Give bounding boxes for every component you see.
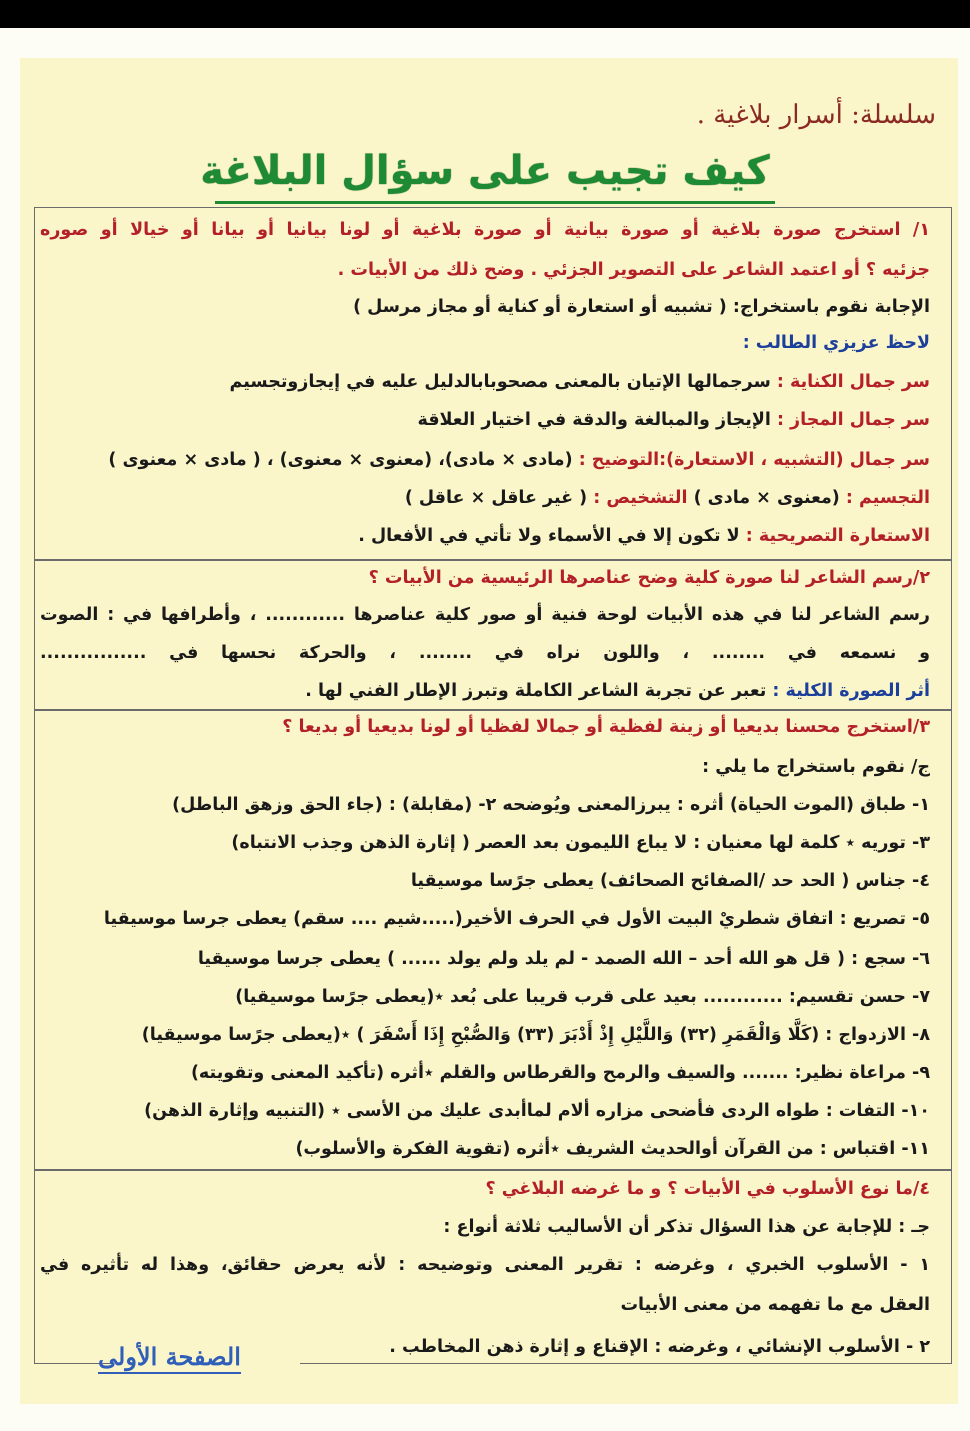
s1-majaz — [417, 405, 930, 435]
s1-tashkhis-text: ( غير عاقل × عاقل ) — [404, 488, 588, 508]
page-title: كيف تجيب على سؤال البلاغة — [200, 148, 770, 194]
s1-kinaya — [230, 367, 930, 397]
s2-effect-label: أثر الصورة الكلية : — [772, 681, 930, 701]
s1-majaz-text: الإيجاز والمبالغة والدقة في اختيار العلاقة — [417, 410, 771, 430]
s3-item-5: ٥- تصريع : اتفاق شطريْ البيت الأول في الحرف الأخير(.....شيم .... سقم) يعطى جرسا موسيقيا — [103, 909, 930, 929]
s1-tashbih-label: سر جمال (التشبيه ، الاستعارة):التوضيح : — [578, 450, 930, 470]
s1-tasrihiya — [358, 521, 930, 551]
s1-kinaya-label: سر جمال الكناية : — [776, 372, 930, 392]
s4-style-1-line-2: العقل مع ما تفهمه من معنى الأبيات — [620, 1295, 930, 1315]
s1-tashbih-text: (مادى × مادى)، (معنوى × معنوى) ، ( مادى × معنوى ) — [108, 450, 573, 470]
s3-item-3: ٣- توريه ٭ كلمة لها معنيان : لا يباع الليمون بعد العصر ( إثارة الذهن وجذب الانتباه) — [231, 833, 930, 853]
s3-item-11: ١١- اقتباس : من القرآن أوالحديث الشريف ٭أثره (تقوية الفكرة والأسلوب) — [295, 1139, 930, 1159]
s3-item-10: ١٠- التفات : طواه الردى فأضحى مزاره ألام لماأبدى عليك من الأسى ٭ (التنبيه وإثارة الذهن) — [144, 1101, 930, 1121]
page-number-label: الصفحة الأولى — [98, 1342, 241, 1374]
series-label: سلسلة: أسرار بلاغية . — [696, 100, 936, 130]
s1-tasrihiya-text: لا تكون إلا في الأسماء ولا تأتي في الأفعال . — [358, 526, 740, 546]
s3-intro: ج/ نقوم باستخراج ما يلي : — [702, 757, 930, 777]
s1-tashbih — [108, 445, 930, 475]
s1-note: لاحظ عزيزي الطالب : — [742, 333, 930, 353]
s2-line-1: رسم الشاعر لنا في هذه الأبيات لوحة فنية أو صور كلية عناصرها ............ ، وأطرافها في : الصوت — [40, 605, 930, 625]
s3-item-9: ٩- مراعاة نظير: ....... والسيف والرمح والقرطاس والقلم ٭أثره (تأكيد المعنى وتقويته) — [190, 1063, 930, 1083]
s1-tajsim — [405, 483, 930, 513]
s3-question: ٣/استخرج محسنا بديعيا أو زينة لفظية أو جمالا لفظيا أو لونا بديعيا أو بديعا ؟ — [282, 717, 930, 737]
s1-kinaya-text: سرجمالها الإتيان بالمعنى مصحوبابالدليل عليه في إيجازوتجسيم — [229, 372, 771, 392]
s3-item-1: ١- طباق (الموت الحياة) أثره : يبرزالمعنى ويُوضحه ٢- (مقابلة) : (جاء الحق وزهق الباطل) — [172, 795, 930, 815]
s2-effect-text: تعبر عن تجربة الشاعر الكاملة وتبرز الإطار الفني لها . — [305, 681, 767, 701]
s2-effect — [305, 676, 930, 706]
s1-majaz-label: سر جمال المجاز : — [776, 410, 930, 430]
s2-question: ٢/رسم الشاعر لنا صورة كلية وضح عناصرها الرئيسية من الأبيات ؟ — [368, 568, 930, 588]
bottom-rule-right — [300, 1363, 952, 1364]
s3-item-7: ٧- حسن تقسيم: ............ بعيد على قرب قريبا على بُعد ٭(يعطى جرًسا موسيقيا) — [235, 987, 930, 1007]
s4-intro: جـ : للإجابة عن هذا السؤال تذكر أن الأساليب ثلاثة أنواع : — [443, 1217, 930, 1237]
s1-tajsim-text: (معنوى × مادى ) — [693, 488, 840, 508]
s1-answer-text: ( تشبيه أو استعارة أو كناية أو مجاز مرسل ) — [353, 297, 727, 317]
s4-question: ٤/ما نوع الأسلوب في الأبيات ؟ و ما غرضه البلاغي ؟ — [485, 1179, 930, 1199]
s1-question-line-2: جزئيه ؟ أو اعتمد الشاعر على التصوير الجزئي . وضح ذلك من الأبيات . — [337, 260, 930, 280]
s1-answer — [353, 292, 930, 322]
title-underline — [215, 201, 775, 204]
s3-item-6: ٦- سجع : ( قل هو الله أحد – الله الصمد - لم يلد ولم يولد ...... ) يعطى جرسا موسيقيا — [197, 949, 930, 969]
s1-answer-label: الإجابة نقوم باستخراج: — [732, 297, 930, 317]
s3-item-8: ٨- الازدواج : (كَلَّا وَالْقَمَرِ (٣٢) وَاللَّيْلِ إِذْ أَدْبَرَ (٣٣) وَالصُّبْحِ إِذَا أَسْفَرَ ) ٭(يعطى جرًسا موسيقيا) — [141, 1025, 930, 1045]
s1-tashkhis-label: التشخيص : — [593, 488, 688, 508]
s1-tajsim-label: التجسيم : — [845, 488, 930, 508]
s3-item-4: ٤- جناس ( الحد حد /الصفائح الصحائف) يعطى جرًسا موسيقيا — [410, 871, 930, 891]
s4-style-2: ٢ - الأسلوب الإنشائي ، وغرضه : الإقناع و إثارة ذهن المخاطب . — [389, 1337, 930, 1357]
s2-line-2: و نسمعه في ........ ، واللون نراه في ........ ، والحركة نحسها في ................ — [40, 643, 930, 663]
s4-style-1-line-1: ١ - الأسلوب الخبري ، وغرضه : تقرير المعنى وتوضيحه : لأنه يعرض حقائق، وهذا له تأثيره في — [40, 1255, 930, 1275]
s1-tasrihiya-label: الاستعارة التصريحية : — [745, 526, 930, 546]
s1-question-line-1: ١/ استخرج صورة بلاغية أو صورة بيانية أو صورة بلاغية أو لونا بيانيا أو بيانا أو خيالا أو صوره — [40, 220, 930, 240]
top-bar — [0, 0, 970, 28]
